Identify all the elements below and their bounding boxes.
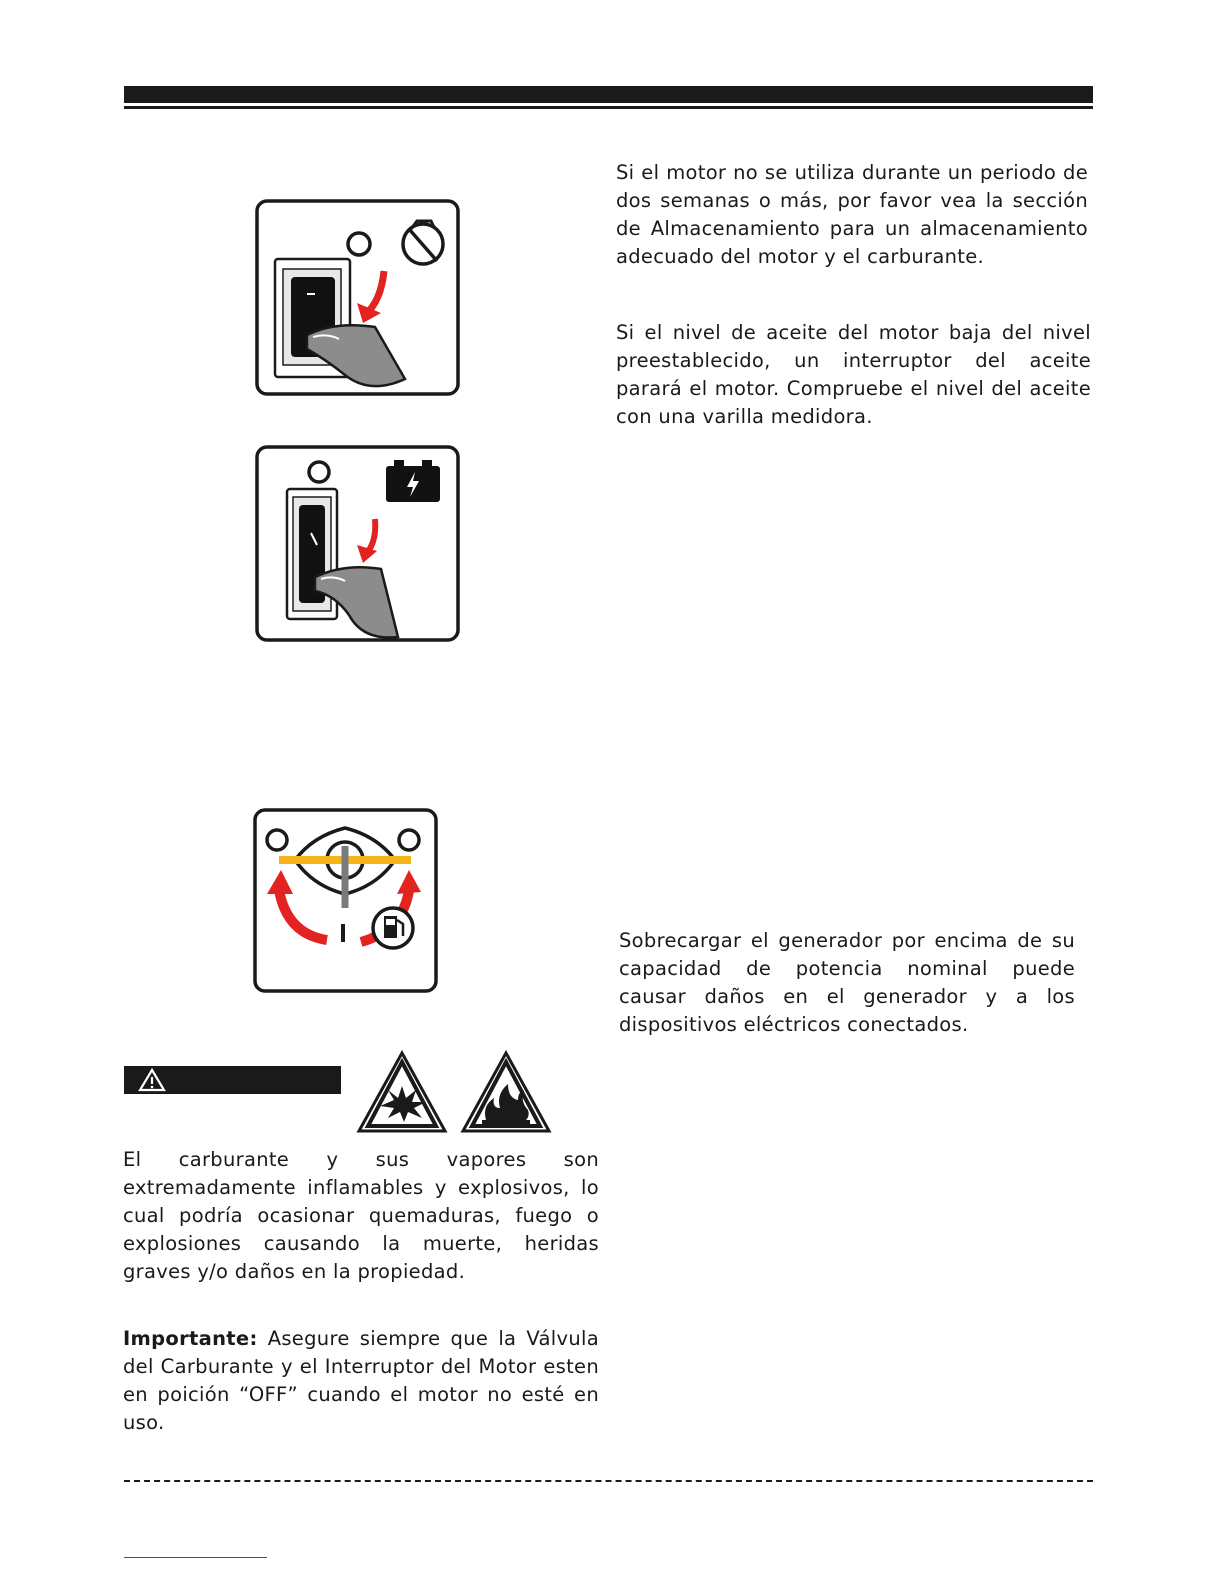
fuel-pump-icon — [373, 908, 413, 948]
fuel-warning-paragraph: El carburante y sus vapores son extremadamente inflamables y explosivos, lo cual podría ocasionar quemaduras, fuego o explosiones causando la muerte, heridas graves y/o daños en la propiedad. — [123, 1148, 599, 1283]
header-rule-thin — [124, 106, 1093, 109]
oil-level-paragraph: Si el nivel de aceite del motor baja del nivel preestablecido, un interruptor del aceite parará el motor. Compruebe el nivel del aceite con una varilla medidora. — [616, 321, 1091, 428]
explosion-hazard-icon — [356, 1050, 448, 1134]
header-rule-thick — [124, 86, 1093, 103]
warning-triangle-icon — [138, 1068, 166, 1092]
footer-dashed-rule — [124, 1480, 1093, 1482]
fuel-valve-illustration — [253, 808, 438, 993]
footer-link-underline — [124, 1557, 267, 1558]
storage-paragraph: Si el motor no se utiliza durante un periodo de dos semanas o más, por favor vea la sección de Almacenamiento para un almacenamiento adecuado del motor y el carburante. — [616, 161, 1088, 268]
engine-switch-off-illustration — [255, 199, 460, 396]
flame-hazard-icon — [460, 1050, 552, 1134]
battery-switch-off-illustration — [255, 445, 460, 642]
important-label: Importante: — [123, 1327, 258, 1350]
battery-icon — [386, 460, 440, 502]
overload-paragraph: Sobrecargar el generador por encima de su capacidad de potencia nominal puede causar daños en el generador y a los dispositivos eléctricos conectados. — [619, 929, 1075, 1036]
danger-banner — [124, 1066, 341, 1094]
important-paragraph — [123, 1325, 599, 1437]
important-text: Asegure siempre que la Válvula del Carburante y el Interruptor del Motor esten en poición “OFF” cuando el motor no esté en uso. — [123, 1327, 599, 1434]
